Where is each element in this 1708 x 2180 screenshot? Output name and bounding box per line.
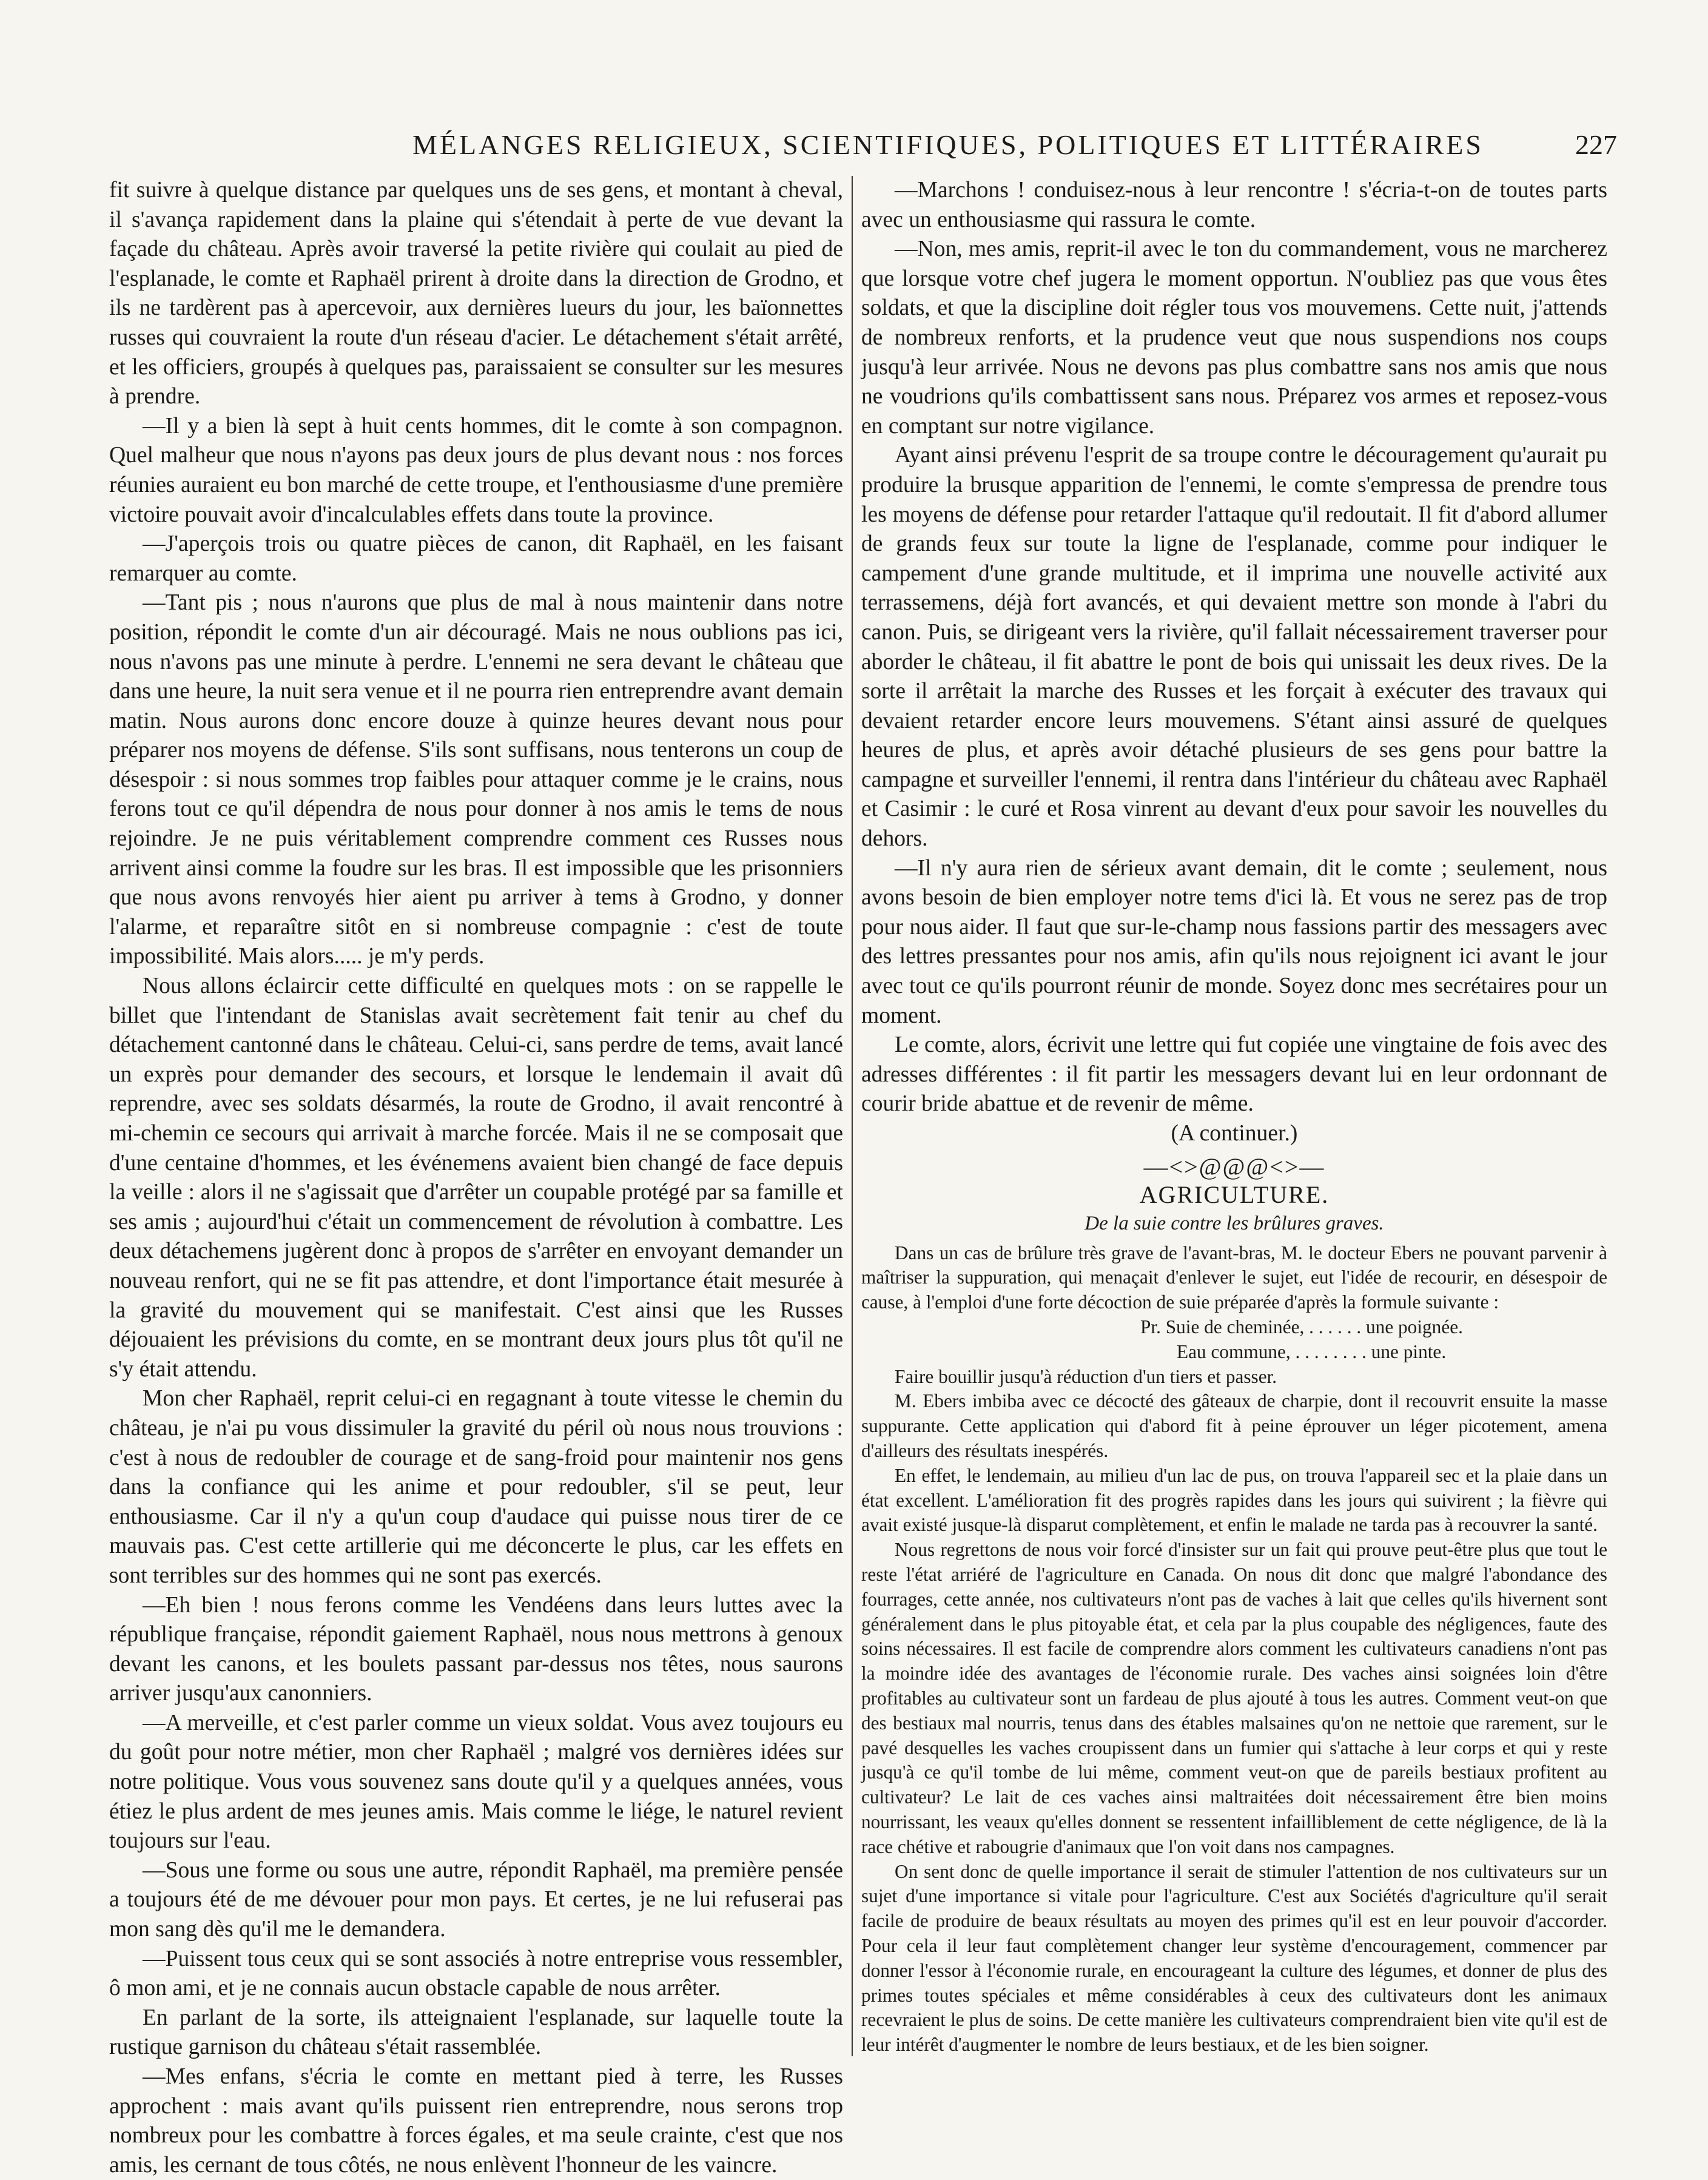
paragraph: —Mes enfans, s'écria le comte en mettant pied à terre, les Russes approchent : mais avant qu'ils puissent rien entreprendre, nous serons trop nombreux pour les combattre à forces égales, et ma seule crainte, c'est que nos amis, les cernant de tous côtés, ne nous enlèvent l'honneur de les vaincre. <box>109 2064 843 2178</box>
paragraph: fit suivre à quelque distance par quelques uns de ses gens, et montant à cheval, il s'avança rapidement dans la plaine qui s'étendait à perte de vue devant la façade du château. Après avoir traversé la petite rivière qui coulait au pied de l'esplanade, le comte et Raphaël prirent à droite dans la direction de Grodno, et ils ne tardèrent pas à apercevoir, aux dernières lueurs du jour, les baïonnettes russes qui couvraient la route d'un réseau d'acier. Le détachement s'était arrêté, et les officiers, groupés à quelques pas, paraissaient se consulter sur les mesures à prendre. <box>109 178 843 409</box>
section-ornament: —<>@@@<>— <box>1143 1152 1325 1180</box>
paragraph: Le comte, alors, écrivit une lettre qui fut copiée une vingtaine de fois avec des adresses différentes : il fit partir les messagers devant lui en leur ordonnant de courir bride abattue et de revenir de même. <box>861 1032 1607 1117</box>
paragraph: —Tant pis ; nous n'aurons que plus de mal à nous maintenir dans notre position, répondit le comte d'un air découragé. Mais ne nous oublions pas ici, nous n'avons pas une minute à perdre. L'ennemi ne sera devant le château que dans une heure, la nuit sera venue et il ne pourra rien entreprendre avant demain matin. Nous aurons donc encore douze à quinze heures devant nous pour préparer nos moyens de défense. S'ils sont suffisans, nous tenterons un coup de désespoir : si nous sommes trop faibles pour attaquer comme je le crains, nous ferons tout ce qu'il dépendra de nous pour donner à nos amis le tems de nous rejoindre. Je ne puis véritablement comprendre comment ces Russes nous arrivent ainsi comme la foudre sur les bras. Il est impossible que les prisonniers que nous avons renvoyés hier aient pu arriver à tems à Grodno, y donner l'alarme, et reparaître sitôt en si nombreuse compagnie : c'est de toute impossibilité. Mais alors..... je m'y perds. <box>109 590 843 969</box>
recipe-line: Eau commune, . . . . . . . . une pinte. <box>1177 1341 1447 1362</box>
paragraph: M. Ebers imbiba avec ce décocté des gâteaux de charpie, dont il recouvrit ensuite la masse suppurante. Cette application qui d'abord fit à peine éprouver un léger picotement, amena d'ailleurs des résultats inespérés. <box>861 1390 1607 1461</box>
page-header <box>109 129 1617 171</box>
paragraph: Nous regrettons de nous voir forcé d'insister sur un fait qui prouve peut-être plus que tout le reste l'état arriéré de l'agriculture en Canada. On nous dit donc que malgré l'abondance des fourrages, cette année, nos cultivateurs n'ont pas de vaches à lait que celles qu'ils hivernent sont généralement dans le plus pitoyable état, et cela par la plus coupable des négligences, faute des soins nécessaires. Il est facile de comprendre alors comment les cultivateurs canadiens n'ont pas la moindre idée des avantages de l'économie rurale. Des vaches ainsi soignées loin d'être profitables au cultivateur sont un fardeau de plus ajouté à tous les autres. Comment veut-on que des bestiaux mal nourris, tenus dans des étables malsaines qu'on ne nettoie que rarement, sur le pavé desquelles les vaches croupissent dans un fumier qui s'attache à leur corps et qui y reste jusqu'à ce qu'il tombe de lui même, comment veut-on que de pareils bestiaux profitent au cultivateur? Le lait de ces vaches ainsi maltraitées doit nécessairement être bien moins nourrissant, les veaux qu'elles donnent se ressentent infailliblement de cette négligence, de là la race chétive et rabougrie d'animaux que l'on voit dans nos campagnes. <box>861 1539 1607 1857</box>
paragraph: En parlant de la sorte, ils atteignaient l'esplanade, sur laquelle toute la rustique garnison du château s'était rassemblée. <box>109 2005 843 2060</box>
recipe-note: Faire bouillir jusqu'à réduction d'un tiers et passer. <box>895 1365 1277 1387</box>
paragraph: —Eh bien ! nous ferons comme les Vendéens dans leurs luttes avec la république française, répondit gaiement Raphaël, nous nous mettrons à genoux devant les canons, et les boulets passant par-dessus nos têtes, nous saurons arriver jusqu'aux canonniers. <box>109 1592 843 1706</box>
paragraph: Dans un cas de brûlure très grave de l'avant-bras, M. le docteur Ebers ne pouvant parvenir à maîtriser la suppuration, qui menaçait d'enlever le sujet, eut l'idée de recourir, en désespoir de cause, à l'emploi d'une forte décoction de suie préparée d'après la formule suivante : <box>861 1242 1607 1313</box>
paragraph: —Sous une forme ou sous une autre, répondit Raphaël, ma première pensée a toujours été de me dévouer pour mon pays. Et certes, je ne lui refuserai pas mon sang dès qu'il me le demandera. <box>109 1857 843 1942</box>
paragraph: —Marchons ! conduisez-nous à leur rencontre ! s'écria-t-on de toutes parts avec un enthousiasme qui rassura le comte. <box>861 178 1607 232</box>
left-column <box>109 176 843 2178</box>
paragraph: On sent donc de quelle importance il serait de stimuler l'attention de nos cultivateurs sur un sujet d'une importance si vitale pour l'agriculture. C'est aux Sociétés d'agriculture qu'il serait facile de produire de beaux résultats au moyen des primes qu'il est en leur pouvoir d'accorder. Pour cela il leur faut complètement changer leur système d'encouragement, commencer par donner l'essor à l'économie rurale, en encourageant la culture des légumes, et donner de plus des primes toutes spéciales et même considérables à ceux des cultivateurs dont les animaux recevraient le plus de soins. De cette manière les cultivateurs comprendraient bien vite qu'il est de leur intérêt d'augmenter le nombre de leurs bestiaux, et de les bien soigner. <box>861 1860 1607 2056</box>
column-divider <box>852 176 853 2056</box>
paragraph: Mon cher Raphaël, reprit celui-ci en regagnant à toute vitesse le chemin du château, je n'ai pu vous dissimuler la gravité du péril où nous nous trouvions : c'est à nous de redoubler de courage et de sang-froid pour maintenir nos gens dans la confiance qui les anime et pour redoubler, s'il se peut, leur enthousiasme. Car il n'y a qu'un coup d'audace qui puisse nous tirer de ce mauvais pas. C'est cette artillerie qui me déconcerte le plus, car les effets en sont terribles sur des hommes qui ne sont pas exercés. <box>109 1386 843 1588</box>
section-title: AGRICULTURE. <box>1139 1180 1330 1208</box>
paragraph: —A merveille, et c'est parler comme un vieux soldat. Vous avez toujours eu du goût pour notre métier, mon cher Raphaël ; malgré vos dernières idées sur notre politique. Vous vous souvenez sans doute qu'il y a quelques années, vous étiez le plus ardent de mes jeunes amis. Mais comme le liége, le naturel revient toujours sur l'eau. <box>109 1710 843 1854</box>
paragraph: —Non, mes amis, reprit-il avec le ton du commandement, vous ne marcherez que lorsque votre chef jugera le moment opportun. N'oubliez pas que vous êtes soldats, et que la discipline doit régler tous vos mouvemens. Cette nuit, j'attends de nombreux renforts, et la prudence veut que nous suspendions nos coups jusqu'à leur arrivée. Nous ne devons pas plus combattre sans nos amis que nous ne voudrions qu'ils combattissent sans nous. Préparez vos armes et reposez-vous en comptant sur notre vigilance. <box>861 237 1607 439</box>
paragraph: Nous allons éclaircir cette difficulté en quelques mots : on se rappelle le billet que l'intendant de Stanislas avait secrètement fait tenir au chef du détachement cantonné dans le château. Celui-ci, sans perdre de tems, avait lancé un exprès pour demander des secours, et lorsque le lendemain il avait dû reprendre, avec ses soldats désarmés, la route de Grodno, il avait rencontré à mi-chemin ce secours qui arrivait à marche forcée. Mais il ne se composait que d'une centaine d'hommes, et les événemens avaient bien changé de face depuis la veille : alors il ne s'agissait que d'arrêter un coupable protégé par sa famille et ses amis ; aujourd'hui c'était un commencement de révolution à combattre. Les deux détachemens jugèrent donc à propos de s'arrêter en envoyant demander un nouveau renfort, qui ne se fit pas attendre, et dont l'importance était mesurée à la gravité du mouvement qui se manifestait. C'est ainsi que les Russes déjouaient les prévisions du comte, en se montrant deux jours plus tôt qu'il ne s'y était attendu. <box>109 974 843 1382</box>
paragraph: Ayant ainsi prévenu l'esprit de sa troupe contre le découragement qu'aurait pu produire la brusque apparition de l'ennemi, le comte s'empressa de prendre tous les moyens de défense pour retarder l'attaque qu'il redoutait. Il fit d'abord allumer de grands feux sur toute la ligne de l'esplanade, comme pour indiquer le campement d'une grande multitude, et il imprima une nouvelle activité aux terrassemens, déjà fort avancés, et qui devaient mettre son monde à l'abri du canon. Puis, se dirigeant vers la rivière, qu'il fallait nécessairement traverser pour aborder le château, il fit abattre le pont de bois qui unissait les deux rives. De la sorte il arrêtait la marche des Russes et les forçait à exécuter des travaux qui devaient retarder encore leurs mouvemens. S'étant ainsi assuré de quelques heures de plus, et après avoir détaché plusieurs de ses gens pour battre la campagne et surveiller l'ennemi, il rentra dans l'intérieur du château avec Raphaël et Casimir : le curé et Rosa vinrent au devant d'eux pour savoir les nouvelles du dehors. <box>861 443 1607 852</box>
paragraph: —J'aperçois trois ou quatre pièces de canon, dit Raphaël, en les faisant remarquer au comte. <box>109 531 843 586</box>
agriculture-article <box>861 1241 1607 2057</box>
page-number: 227 <box>1575 129 1617 160</box>
right-column <box>861 176 1607 2056</box>
paragraph: —Il y a bien là sept à huit cents hommes, dit le comte à son compagnon. Quel malheur que nous n'ayons pas deux jours de plus devant nous : nos forces réunies auraient eu bon marché de cette troupe, et l'enthousiasme d'une première victoire pouvait avoir d'incalculables effets dans toute la province. <box>109 413 843 527</box>
paragraph: —Puissent tous ceux qui se sont associés à notre entreprise vous ressembler, ô mon ami, et je ne connais aucun obstacle capable de nous arrêter. <box>109 1946 843 2001</box>
paragraph: En effet, le lendemain, au milieu d'un lac de pus, on trouva l'appareil sec et la plaie dans un état excellent. L'amélioration fit des progrès rapides dans les jours qui suivirent ; la fièvre qui avait existé jusque-là disparut complètement, et enfin le malade ne tarda pas à recouvrer la santé. <box>861 1464 1607 1536</box>
paragraph: —Il n'y aura rien de sérieux avant demain, dit le comte ; seulement, nous avons besoin de bien employer notre tems d'ici là. Et vous ne serez pas de trop pour nous aider. Il faut que sur-le-champ nous fassions partir des messagers avec des lettres pressantes pour nos amis, afin qu'ils nous rejoignent ici avant le jour avec tout ce qu'ils pourront réunir de monde. Soyez donc mes secrétaires pour un moment. <box>861 855 1607 1028</box>
recipe-line: Pr. Suie de cheminée, . . . . . . une poignée. <box>1140 1316 1463 1337</box>
article-title: De la suie contre les brûlures graves. <box>1084 1212 1384 1234</box>
to-continue-note: (A continuer.) <box>1171 1121 1298 1146</box>
running-head: MÉLANGES RELIGIEUX, SCIENTIFIQUES, POLITIQUES ET LITTÉRAIRES <box>412 129 1484 160</box>
